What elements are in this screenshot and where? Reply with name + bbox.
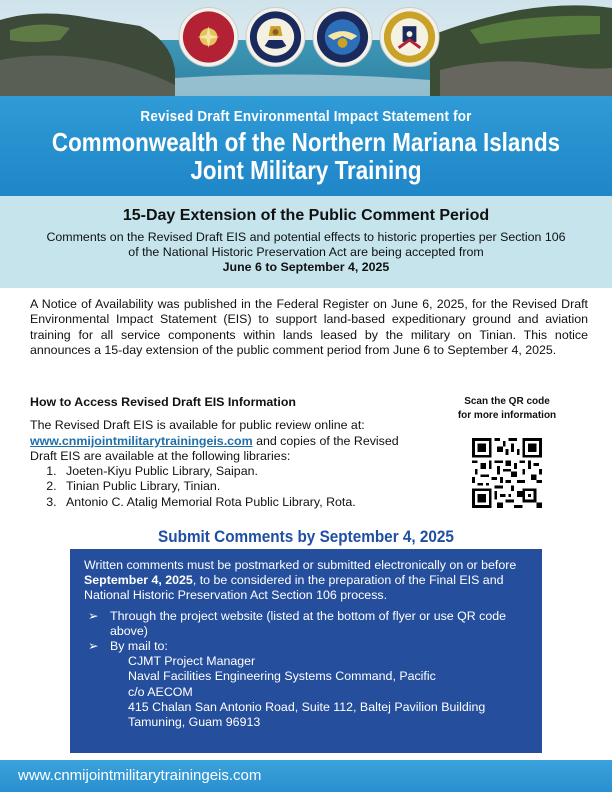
address-line: 415 Chalan San Antonio Road, Suite 112, Baltej Pavilion Building xyxy=(128,699,486,714)
submit-lead-pre: Written comments must be postmarked or submitted electronically on or before xyxy=(84,558,517,572)
access-intro: The Revised Draft EIS is available for public review online at: xyxy=(30,418,365,433)
access-after-link: and copies of the Revised Draft EIS are available at the following libraries: xyxy=(30,433,399,463)
submit-heading: Submit Comments by September 4, 2025 xyxy=(158,527,454,546)
submit-option-mail xyxy=(88,639,528,654)
access-text xyxy=(30,418,420,464)
extension-body: Comments on the Revised Draft EIS and potential effects to historic properties per Section 106 of the National Historic Preservation Act are being accepted from xyxy=(46,230,566,259)
submit-box xyxy=(70,549,542,753)
library-list xyxy=(60,464,420,510)
army-seal-icon xyxy=(379,6,440,68)
access-heading: How to Access Revised Draft EIS Information xyxy=(30,395,296,409)
address-line: CJMT Project Manager xyxy=(128,654,256,669)
library-item: 2. Tinian Public Library, Tinian. xyxy=(60,479,420,494)
extension-dates: June 6 to September 4, 2025 xyxy=(222,260,390,274)
title-band xyxy=(0,96,612,196)
arrow-bullet-icon: ➢ xyxy=(88,639,99,654)
address-line: Naval Facilities Engineering Systems Command, Pacific xyxy=(128,669,436,684)
submit-option-mail-text: By mail to: xyxy=(110,639,168,654)
address-line: Tamuning, Guam 96913 xyxy=(128,715,261,730)
qr-block xyxy=(432,395,582,513)
extension-title: 15-Day Extension of the Public Comment Period xyxy=(122,207,490,224)
air-force-seal-icon xyxy=(312,6,373,68)
arrow-bullet-icon: ➢ xyxy=(88,608,99,623)
mailing-address xyxy=(128,654,528,730)
marine-corps-seal-icon xyxy=(178,6,239,68)
address-line: c/o AECOM xyxy=(128,684,193,699)
website-link[interactable]: www.cnmijointmilitarytrainingeis.com xyxy=(30,433,253,448)
seal-row xyxy=(178,6,440,76)
qr-code-icon[interactable] xyxy=(472,438,542,508)
access-section xyxy=(30,395,420,510)
navy-seal-icon xyxy=(245,6,306,68)
submit-lead-post: , to be considered in the preparation of the Final EIS and National Historic Preservation Act Section 106 process. xyxy=(84,573,504,603)
submit-option-website-text: Through the project website (listed at the bottom of flyer or use QR code above) xyxy=(110,608,507,638)
submit-lead xyxy=(84,558,528,604)
footer-bar xyxy=(0,760,612,792)
qr-caption-line1: Scan the QR code xyxy=(464,396,550,407)
document-title-line1: Commonwealth of the Northern Mariana Islands xyxy=(51,127,561,157)
library-item: 3. Antonio C. Atalig Memorial Rota Public Library, Rota. xyxy=(60,495,420,510)
qr-caption-line2: for more information xyxy=(457,410,557,421)
extension-band xyxy=(0,196,612,288)
notice-paragraph: A Notice of Availability was published in the Federal Register on June 6, 2025, for the Revised Draft Environmental Impact Statement (EIS) to support land-based expeditionary ground and aviation training for all service components within lands leased by the military on Tinian. This notice announces a 15-day extension of the public comment period from June 6 to September 4, 2025. xyxy=(30,297,588,357)
submit-option-website xyxy=(88,609,528,639)
header-photo xyxy=(0,0,612,102)
submit-deadline: September 4, 2025 xyxy=(84,573,193,588)
footer-website-link[interactable]: www.cnmijointmilitarytrainingeis.com xyxy=(18,767,262,784)
library-item: 1. Joeten-Kiyu Public Library, Saipan. xyxy=(60,464,420,479)
document-title-line2: Joint Military Training xyxy=(190,155,422,185)
document-subtitle: Revised Draft Environmental Impact Statement for xyxy=(140,108,472,125)
